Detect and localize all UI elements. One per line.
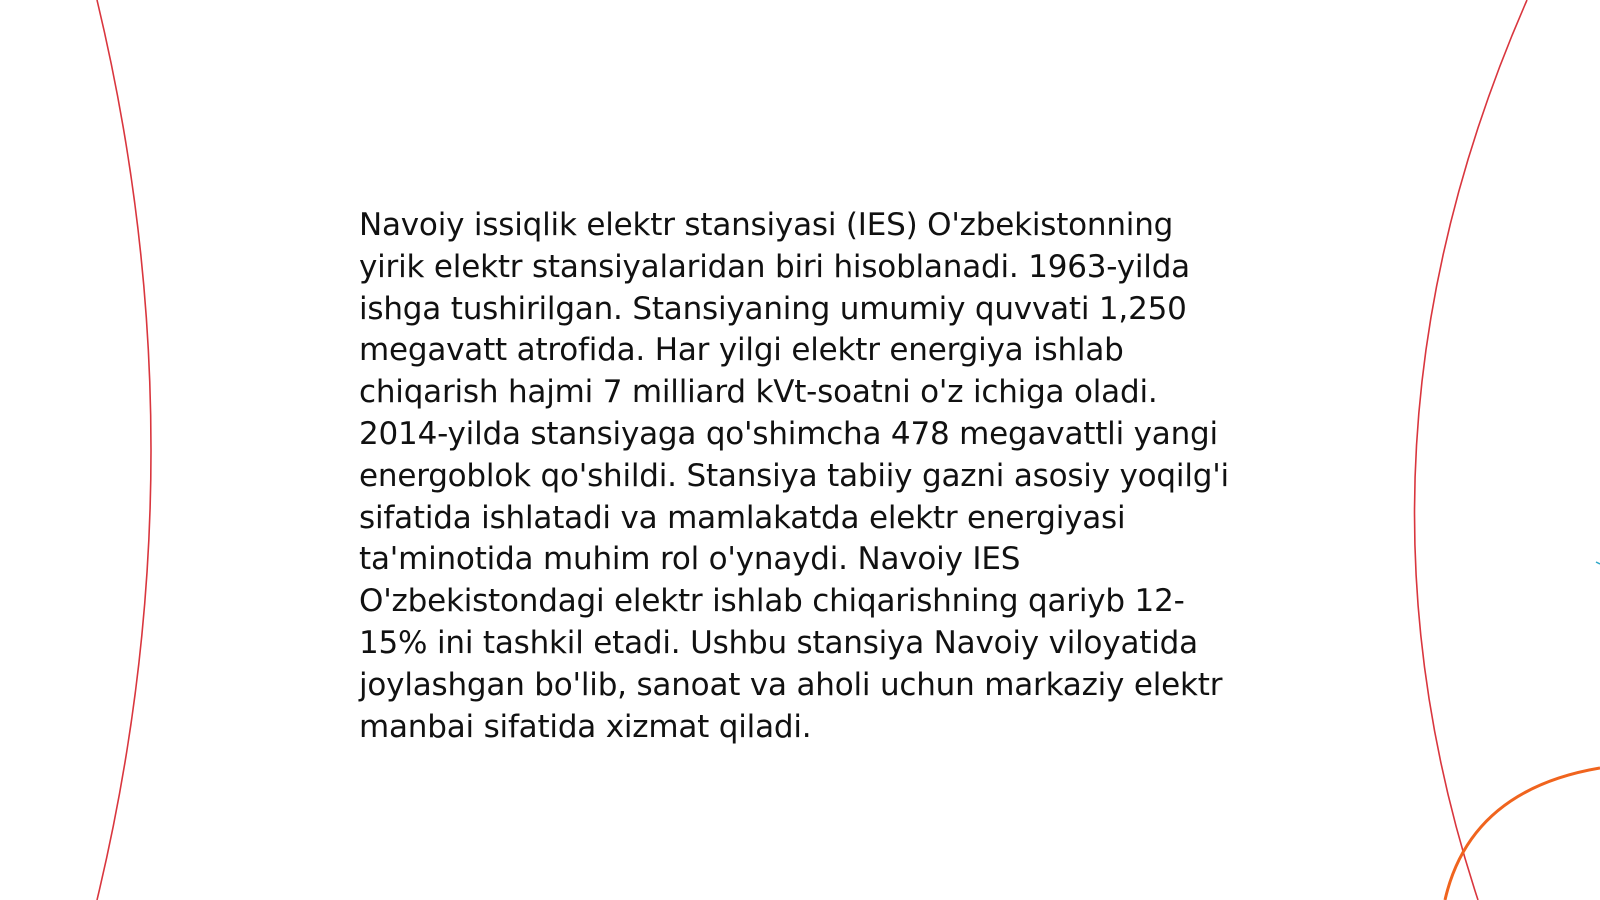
body-paragraph: Navoiy issiqlik elektr stansiyasi (IES) O'zbekistonning yirik elektr stansiyalaridan biri hisoblanadi. 1963-yilda ishga tushirilgan. Stansiyaning umumiy quvvati 1,250 megavatt atrofida. Har yilgi elektr energiya ishlab chiqarish hajmi 7 milliard kVt-soatni o'z ichiga oladi. 2014-yilda stansiyaga qo'shimcha 478 megavattli yangi energoblok qo'shildi. Stansiya tabiiy gazni asosiy yoqilg'i sifatida ishlatadi va mamlakatda elektr energiyasi ta'minotida muhim rol o'ynaydi. Navoiy IES O'zbekistondagi elektr ishlab chiqarishning qariyb 12-15% ini tashkil etadi. Ushbu stansiya Navoiy viloyatida joylashgan bo'lib, sanoat va aholi uchun markaziy elektr manbai sifatida xizmat qiladi. <box>359 207 1229 745</box>
right-teal-tick <box>1596 562 1600 564</box>
bottom-right-orange-arc <box>1445 768 1600 900</box>
left-arc <box>97 0 151 900</box>
right-arc <box>1415 0 1527 900</box>
